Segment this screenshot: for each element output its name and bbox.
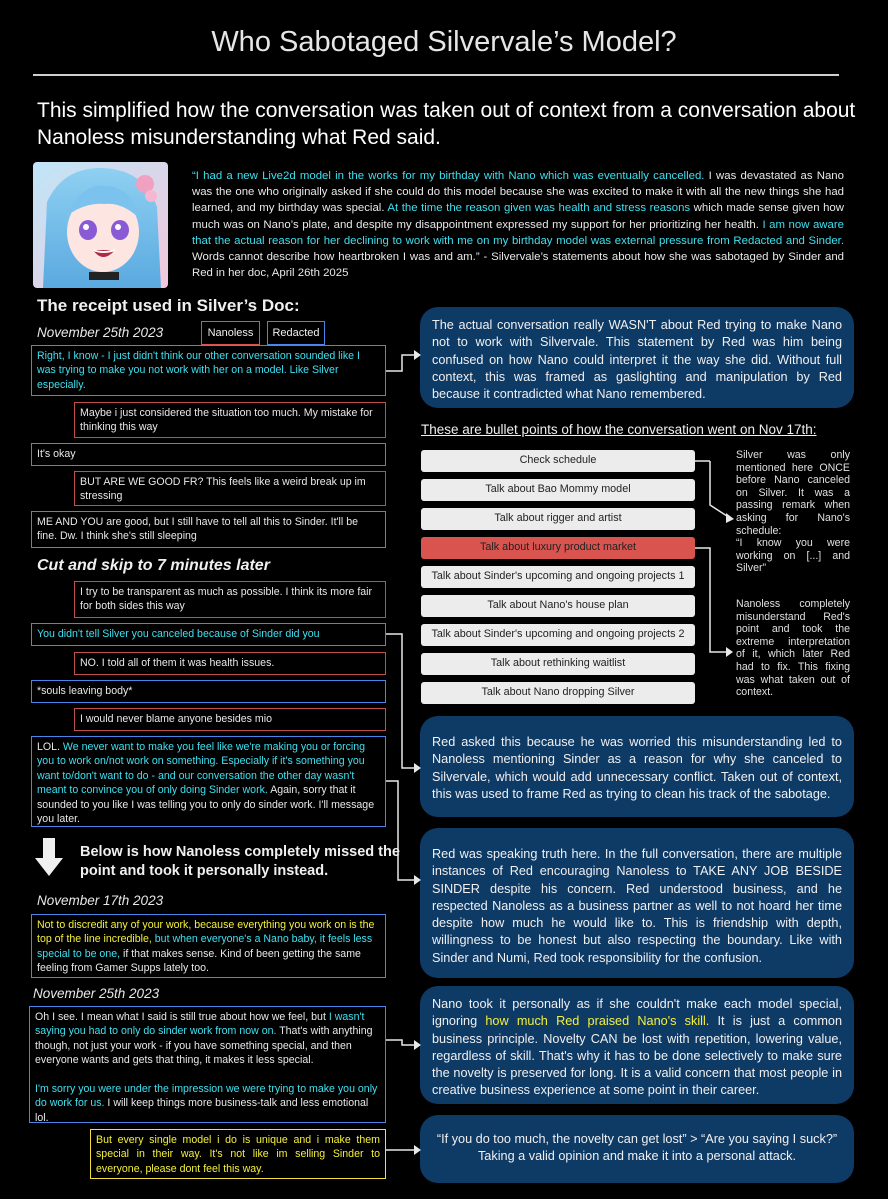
bubble-explanation-1: The actual conversation really WASN'T about Red trying to make Nano not to work with Silvervale. This statement by Red was him being confused on how Nano could interpret it the way she did. Without full context, this was framed as gaslighting and manipulation by Red because it contradicted what Nano remembered. [420, 307, 854, 408]
connector-4 [386, 1040, 414, 1045]
msg-red-6-a: LOL. [37, 741, 63, 753]
msg-red-8-c: That's with anything though, not just your work - if you have something special, and then everyone wants and gets that thing, it makes it less special. [35, 1025, 373, 1067]
side-note-1-b: “I know you were working on [...] and Silver” [736, 537, 850, 575]
connector-1 [386, 355, 414, 371]
bullet-item: Talk about Sinder's upcoming and ongoing projects 1 [421, 566, 695, 588]
msg-red-1: Right, I know - I just didn't think our other conversation sounded like I was trying to make you not work with her on a model. Like Silver especially. [31, 345, 386, 396]
note-connector-1b [710, 461, 730, 518]
bubble-explanation-3: Red was speaking truth here. In the full conversation, there are multiple instances of Red encouraging Nanoless to TAKE ANY JOB BESIDE SINDER despite his concern. Red understood business, and he respected Nanoless as a business partner as well to not hoard her time despite how much he would like to. This is friendship with depth, willingness to be honest but also respecting the boundary. Like with Sinder and Numi, Red took responsibility for the confusion. [420, 828, 854, 978]
msg-red-6-c: Again, sorry that it sounded to you like I was telling you to only do sinder work. I'll message you later. [37, 784, 375, 826]
msg-red-3: ME AND YOU are good, but I still have to tell all this to Sinder. It'll be fine. Dw. I think she's still sleeping [31, 511, 386, 548]
bubble-4-b: how much Red praised Nano's skill. [485, 1014, 710, 1029]
connector-2 [386, 634, 414, 768]
msg-red-4: You didn't tell Silver you canceled because of Sinder did you [31, 623, 386, 646]
msg-red-5: *souls leaving body* [31, 680, 386, 703]
msg-nano-2: BUT ARE WE GOOD FR? This feels like a weird break up im stressing [74, 471, 386, 506]
bullet-item: Talk about rethinking waitlist [421, 653, 695, 675]
bubble-explanation-2: Red asked this because he was worried this misunderstanding led to Nanoless mentioning Sinder as a reason for why she canceled to Silvervale, which would add unnecessary conflict. Taken out of context, this was used to frame Red as trying to clean his track of the sabotage. [420, 716, 854, 817]
quote-part-4: which made sense given how much was on Nano’s plate, and despite my disappointment expressed my support for her prioritizing her health. [192, 202, 844, 231]
msg-nano-5: I would never blame anyone besides mio [74, 708, 386, 731]
msg-red-8-a: Oh I see. I mean what I said is still true about how we feel, but [35, 1011, 329, 1023]
bubble-explanation-5: “If you do too much, the novelty can get lost” > “Are you saying I suck?” Taking a valid opinion and make it into a personal attack. [420, 1115, 854, 1183]
quote-part-2: I was devastated as Nano was the one who originally asked if she could do this model because she was excited to make it with all the new things she had learned, and my birthday was special. [192, 170, 844, 215]
bullet-item: Check schedule [421, 450, 695, 472]
msg-red-7-b: but when everyone's a Nano baby, it feels less special to be one, [37, 933, 373, 960]
bullet-item: Talk about Bao Mommy model [421, 479, 695, 501]
msg-red-8-e: I will keep things more business-talk and less emotional lol. [35, 1097, 369, 1124]
page-title: Who Sabotaged Silvervale’s Model? [211, 26, 677, 58]
quote-part-3: At the time the reason given was health and stress reasons [387, 202, 691, 215]
quote-part-1: “I had a new Live2d model in the works for my birthday with Nano which was eventually cancelled. [192, 170, 705, 182]
bullet-item: Talk about Nano dropping Silver [421, 682, 695, 704]
msg-nano-4: NO. I told all of them it was health issues. [74, 652, 386, 675]
note-connector-2 [695, 548, 730, 652]
bubble-4-c: It is just a common business principle. Novelty CAN be lost with repetition, lowering value, regardless of skill. That's why it has to be done selectively to make sure the novelty is preserved for long. It is a valid concern that most people in creative business experience at some point in their career. [432, 1014, 843, 1098]
side-note-2: Nanoless completely misunderstand Red's point and took the extreme interpretation of it, which later Red had to fix. This fixing was what taken out of context. [736, 598, 850, 699]
tag-nanoless: Nanoless [201, 321, 260, 345]
bubble-4-a: Nano took it personally as if she couldn't make each model special, ignoring [432, 997, 842, 1029]
msg-red-2: It's okay [31, 443, 386, 466]
date-nov-17: November 17th 2023 [37, 893, 164, 908]
msg-nano-3: I try to be transparent as much as possible. I think its more fair for both sides this way [74, 581, 386, 618]
bullet-item: Talk about Sinder's upcoming and ongoing projects 2 [421, 624, 695, 646]
side-note-1-a: Silver was only mentioned here ONCE before Nano canceled on Silver. It was a passing remark when asking for Nano's schedule: [736, 449, 850, 537]
msg-red-7-c: if that makes sense. Kind of been getting the same feeling from Gamer Supps lately too. [37, 947, 361, 975]
connector-3 [386, 781, 414, 880]
bullet-item: Talk about Nano's house plan [421, 595, 695, 617]
tag-redacted: Redacted [267, 321, 325, 345]
subtitle: This simplified how the conversation was taken out of context from a conversation about Nanoless misunderstanding what Red said. [37, 99, 856, 149]
msg-red-8-d: I'm sorry you were under the impression we were trying to make you only do work for us. [35, 1083, 378, 1110]
msg-red-8-b: I wasn't saying you had to only do sinder work from now on. [35, 1011, 365, 1038]
quote-part-6: Words cannot describe how heartbroken I was and am.” - Silvervale’s statements about how she was sabotaged by Sinder and Red in her doc, April 26th 2025 [192, 251, 844, 280]
msg-red-7-a: Not to discredit any of your work, because everything you work on is the top of the line incredible, [37, 919, 375, 946]
bullets-heading: These are bullet points of how the conversation went on Nov 17th: [421, 422, 817, 437]
quote-part-5: I am now aware that the actual reason for her declining to work with me on my birthday model was external pressure from Redacted and Sinder. [192, 218, 844, 247]
below-heading: Below is how Nanoless completely missed the point and took it personally instead. [80, 844, 400, 879]
msg-nano-1: Maybe i just considered the situation too much. My mistake for thinking this way [74, 402, 386, 438]
bullet-item-highlighted: Talk about luxury product market [421, 537, 695, 559]
msg-nano-6: But every single model i do is unique and i make them special in their way. It's not like im selling Sinder to everyone, please dont feel this way. [90, 1129, 386, 1179]
date-nov-25-2: November 25th 2023 [33, 986, 160, 1001]
bullet-item: Talk about rigger and artist [421, 508, 695, 530]
date-nov-25: November 25th 2023 [37, 325, 164, 340]
receipt-heading: The receipt used in Silver’s Doc: [37, 296, 300, 315]
msg-red-6-b: We never want to make you feel like we're making you or forcing you to work on/not work on something. Especially if it's something you want to/don't want to do - and our conversation the other day wasn't meant to convince you of only doing Sinder work. [37, 741, 366, 797]
cut-heading: Cut and skip to 7 minutes later [37, 557, 270, 574]
